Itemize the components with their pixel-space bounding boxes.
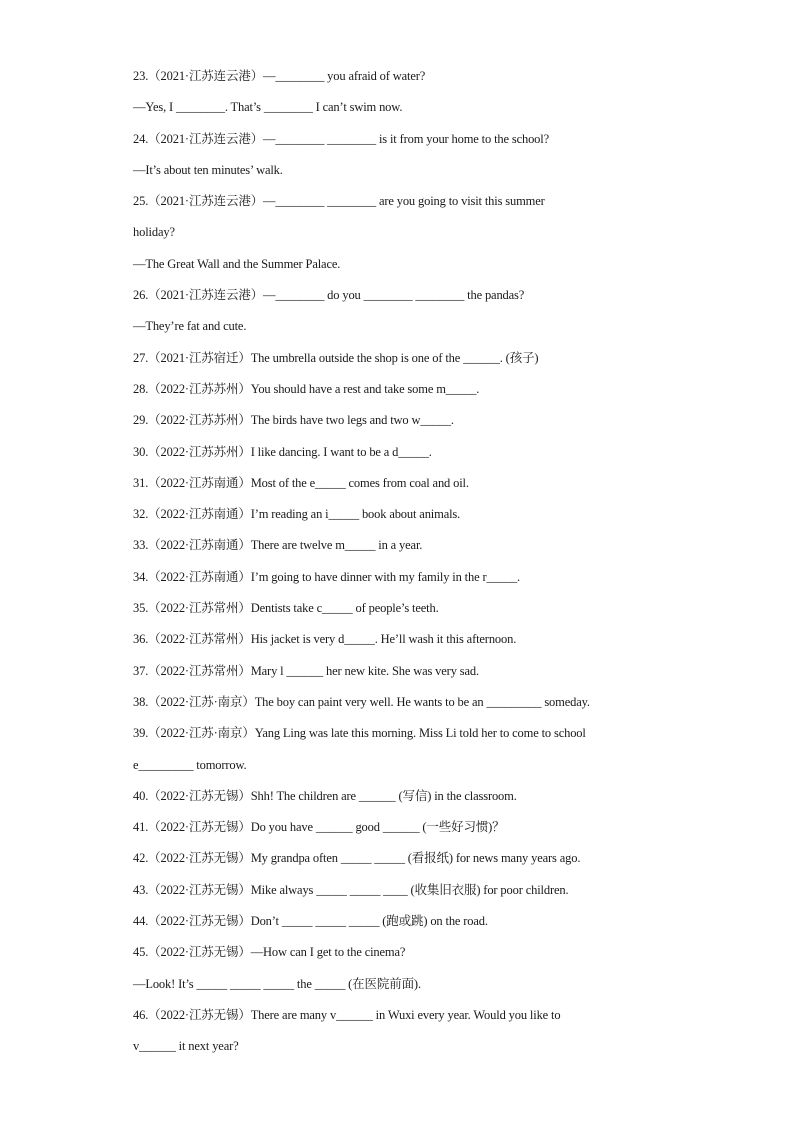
answer-line: —They’re fat and cute. — [133, 319, 247, 334]
question-41: 41.（2022·江苏无锡）Do you have ______ good ______ (一些好习惯)？ — [133, 820, 505, 835]
question-44: 44.（2022·江苏无锡）Don’t _____ _____ _____ (跑或跳) on the road. — [133, 914, 488, 929]
answer-line: —Yes, I ________. That’s ________ I can’t swim now. — [133, 100, 403, 115]
question-25-continued: holiday? — [133, 225, 175, 240]
question-28: 28.（2022·江苏苏州）You should have a rest and take some m_____. — [133, 381, 480, 396]
question-list — [133, 66, 733, 1068]
question-27: 27.（2021·江苏宿迁）The umbrella outside the shop is one of the ______. (孩子) — [133, 350, 539, 365]
answer-line: —It’s about ten minutes’ walk. — [133, 162, 283, 177]
question-29: 29.（2022·江苏苏州）The birds have two legs and two w_____. — [133, 413, 454, 428]
answer-line: —The Great Wall and the Summer Palace. — [133, 256, 341, 271]
question-39: 39.（2022·江苏·南京）Yang Ling was late this morning. Miss Li told her to come to school — [133, 726, 586, 741]
question-45: 45.（2022·江苏无锡）—How can I get to the cinema? — [133, 945, 406, 960]
question-42: 42.（2022·江苏无锡）My grandpa often _____ _____ (看报纸) for news many years ago. — [133, 851, 581, 866]
question-39-continued: e_________ tomorrow. — [133, 757, 247, 772]
question-34: 34.（2022·江苏南通）I’m going to have dinner with my family in the r_____. — [133, 569, 520, 584]
question-24: 24.（2021·江苏连云港）—________ ________ is it from your home to the school? — [133, 131, 550, 146]
question-30: 30.（2022·江苏苏州）I like dancing. I want to be a d_____. — [133, 444, 432, 459]
question-32: 32.（2022·江苏南通）I’m reading an i_____ book about animals. — [133, 507, 461, 522]
question-25: 25.（2021·江苏连云港）—________ ________ are you going to visit this summer — [133, 194, 545, 209]
question-31: 31.（2022·江苏南通）Most of the e_____ comes from coal and oil. — [133, 475, 469, 490]
question-37: 37.（2022·江苏常州）Mary l ______ her new kite. She was very sad. — [133, 663, 479, 678]
question-46-continued: v______ it next year? — [133, 1039, 239, 1054]
answer-line: —Look! It’s _____ _____ _____ the _____ (在医院前面). — [133, 976, 421, 991]
question-23: 23.（2021·江苏连云港）—________ you afraid of water? — [133, 69, 426, 83]
question-43: 43.（2022·江苏无锡）Mike always _____ _____ ____ (收集旧衣服) for poor children. — [133, 882, 569, 897]
question-33: 33.（2022·江苏南通）There are twelve m_____ in a year. — [133, 538, 423, 553]
question-36: 36.（2022·江苏常州）His jacket is very d_____. He’ll wash it this afternoon. — [133, 632, 517, 647]
question-26: 26.（2021·江苏连云港）—________ do you ________ ________ the pandas? — [133, 288, 525, 303]
question-38: 38.（2022·江苏·南京）The boy can paint very well. He wants to be an _________ someday. — [133, 694, 590, 709]
question-40: 40.（2022·江苏无锡）Shh! The children are ______ (写信) in the classroom. — [133, 788, 517, 803]
question-46: 46.（2022·江苏无锡）There are many v______ in Wuxi every year. Would you like to — [133, 1007, 561, 1022]
question-35: 35.（2022·江苏常州）Dentists take c_____ of people’s teeth. — [133, 601, 439, 616]
